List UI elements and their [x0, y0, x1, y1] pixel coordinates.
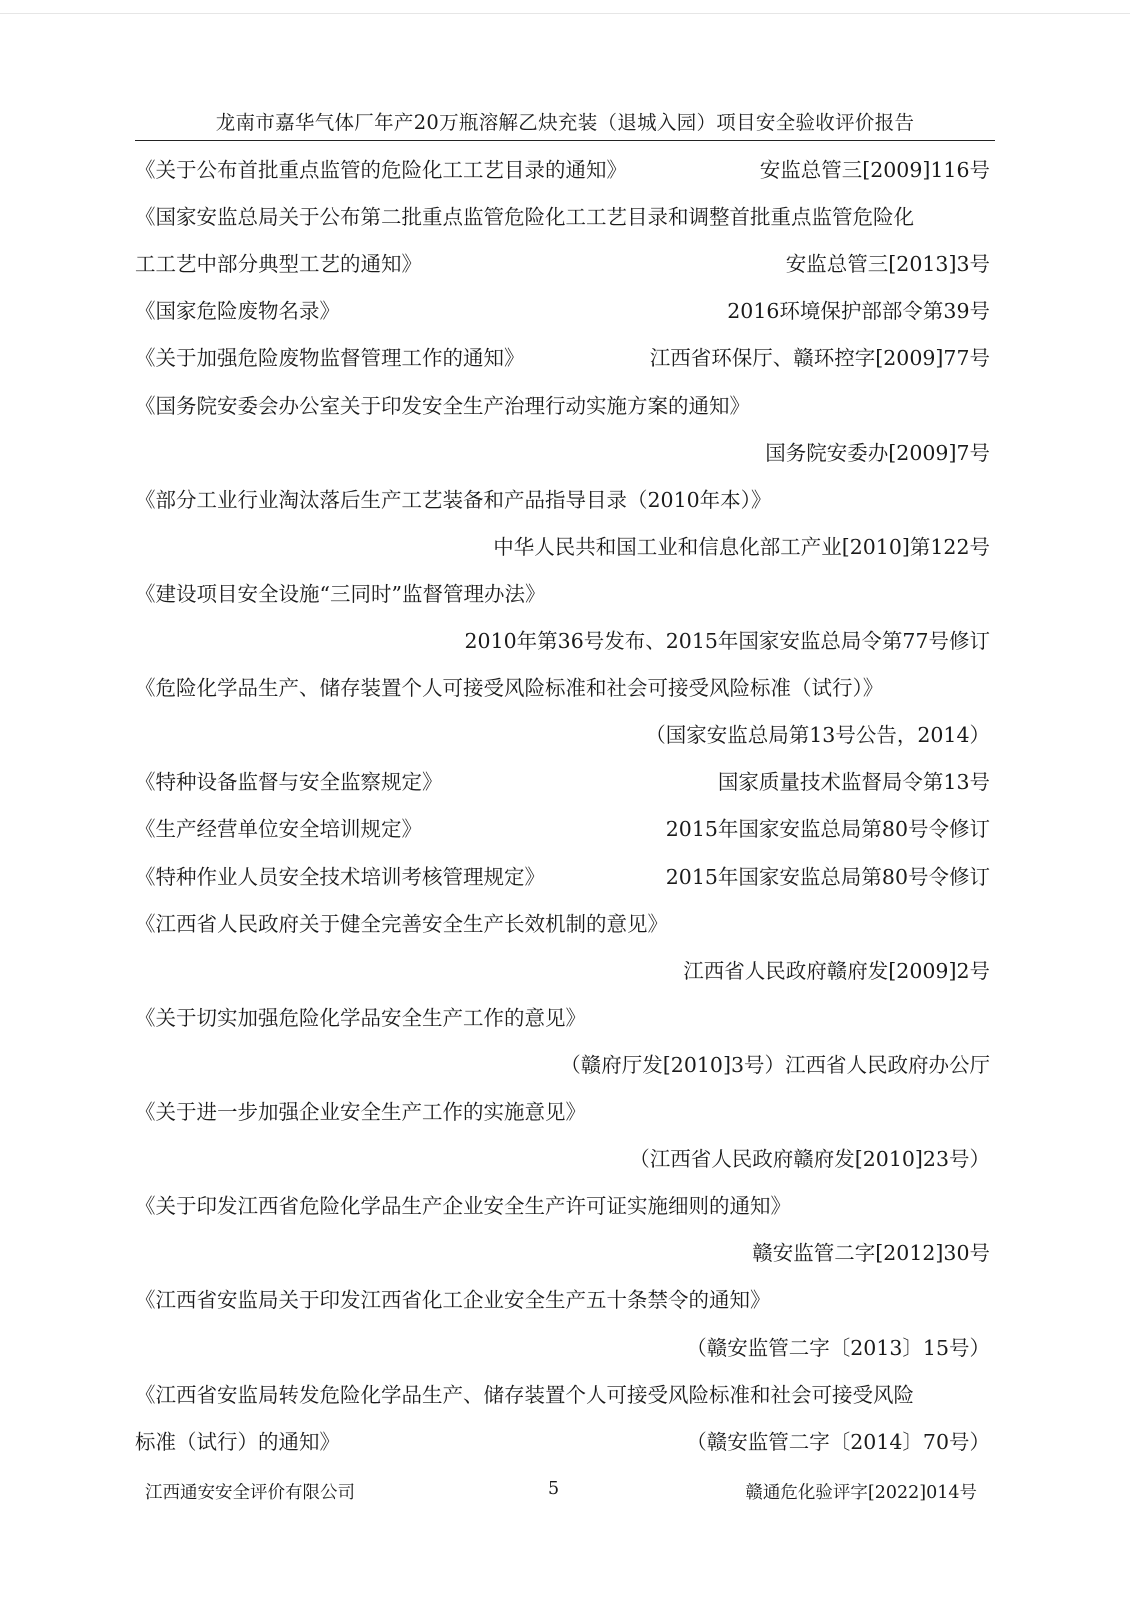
regulation-title: 《特种设备监督与安全监察规定》 [135, 770, 443, 794]
regulation-title: 《江西省安监局关于印发江西省化工企业安全生产五十条禁令的通知》 [135, 1288, 771, 1312]
regulation-title: 《国务院安委会办公室关于印发安全生产治理行动实施方案的通知》 [135, 394, 750, 418]
regulation-reference: （赣安监管二字〔2013〕15号） [686, 1336, 990, 1360]
footer-company: 江西通安安全评价有限公司 [145, 1483, 355, 1503]
regulation-reference: 中华人民共和国工业和信息化部工产业[2010]第122号 [493, 535, 990, 559]
regulation-reference: 2015年国家安监总局第80号令修订 [665, 817, 990, 841]
page-header: 龙南市嘉华气体厂年产20万瓶溶解乙炔充装（退城入园）项目安全验收评价报告 [215, 111, 915, 134]
regulation-reference: 国务院安委办[2009]7号 [765, 441, 990, 465]
regulation-title: 标准（试行）的通知》 [135, 1430, 340, 1454]
regulation-reference: 安监总管三[2009]116号 [759, 158, 990, 182]
regulation-title: 《关于加强危险废物监督管理工作的通知》 [135, 346, 525, 370]
footer-page-number: 5 [548, 1479, 560, 1499]
regulation-title: 《江西省人民政府关于健全完善安全生产长效机制的意见》 [135, 912, 668, 936]
regulation-title: 《生产经营单位安全培训规定》 [135, 817, 422, 841]
regulation-reference: 江西省人民政府赣府发[2009]2号 [683, 959, 990, 983]
regulation-reference: 2015年国家安监总局第80号令修订 [665, 865, 990, 889]
footer-doc-number: 赣通危化验评字[2022]014号 [745, 1483, 977, 1503]
regulation-reference: 2016环境保护部部令第39号 [727, 299, 990, 323]
regulation-title: 工工艺中部分典型工艺的通知》 [135, 252, 422, 276]
regulation-reference: 赣安监管二字[2012]30号 [752, 1241, 990, 1265]
regulation-title: 《特种作业人员安全技术培训考核管理规定》 [135, 865, 545, 889]
regulation-reference: （赣府厅发[2010]3号）江西省人民政府办公厅 [560, 1053, 990, 1077]
regulation-reference: 2010年第36号发布、2015年国家安监总局令第77号修订 [464, 629, 990, 653]
regulation-reference: 国家质量技术监督局令第13号 [717, 770, 990, 794]
regulation-title: 《江西省安监局转发危险化学品生产、储存装置个人可接受风险标准和社会可接受风险 [135, 1383, 914, 1407]
regulation-title: 《危险化学品生产、储存装置个人可接受风险标准和社会可接受风险标准（试行）》 [135, 676, 884, 700]
regulation-title: 《关于进一步加强企业安全生产工作的实施意见》 [135, 1100, 586, 1124]
regulation-reference: （国家安监总局第13号公告，2014） [645, 723, 990, 747]
regulation-title: 《国家危险废物名录》 [135, 299, 340, 323]
regulation-reference: （赣安监管二字〔2014〕70号） [686, 1430, 990, 1454]
regulation-title: 《关于印发江西省危险化学品生产企业安全生产许可证实施细则的通知》 [135, 1194, 791, 1218]
regulation-reference: 江西省环保厅、赣环控字[2009]77号 [649, 346, 990, 370]
regulation-title: 《关于公布首批重点监管的危险化工工艺目录的通知》 [135, 158, 627, 182]
regulation-reference: （江西省人民政府赣府发[2010]23号） [629, 1147, 990, 1171]
scan-edge-line [0, 13, 1130, 14]
regulation-title: 《部分工业行业淘汰落后生产工艺装备和产品指导目录（2010年本）》 [135, 488, 772, 512]
regulation-reference: 安监总管三[2013]3号 [785, 252, 990, 276]
regulation-title: 《关于切实加强危险化学品安全生产工作的意见》 [135, 1006, 586, 1030]
regulation-title: 《建设项目安全设施“三同时”监督管理办法》 [135, 582, 546, 606]
regulation-title: 《国家安监总局关于公布第二批重点监管危险化工工艺目录和调整首批重点监管危险化 [135, 205, 914, 229]
header-rule [135, 140, 995, 141]
